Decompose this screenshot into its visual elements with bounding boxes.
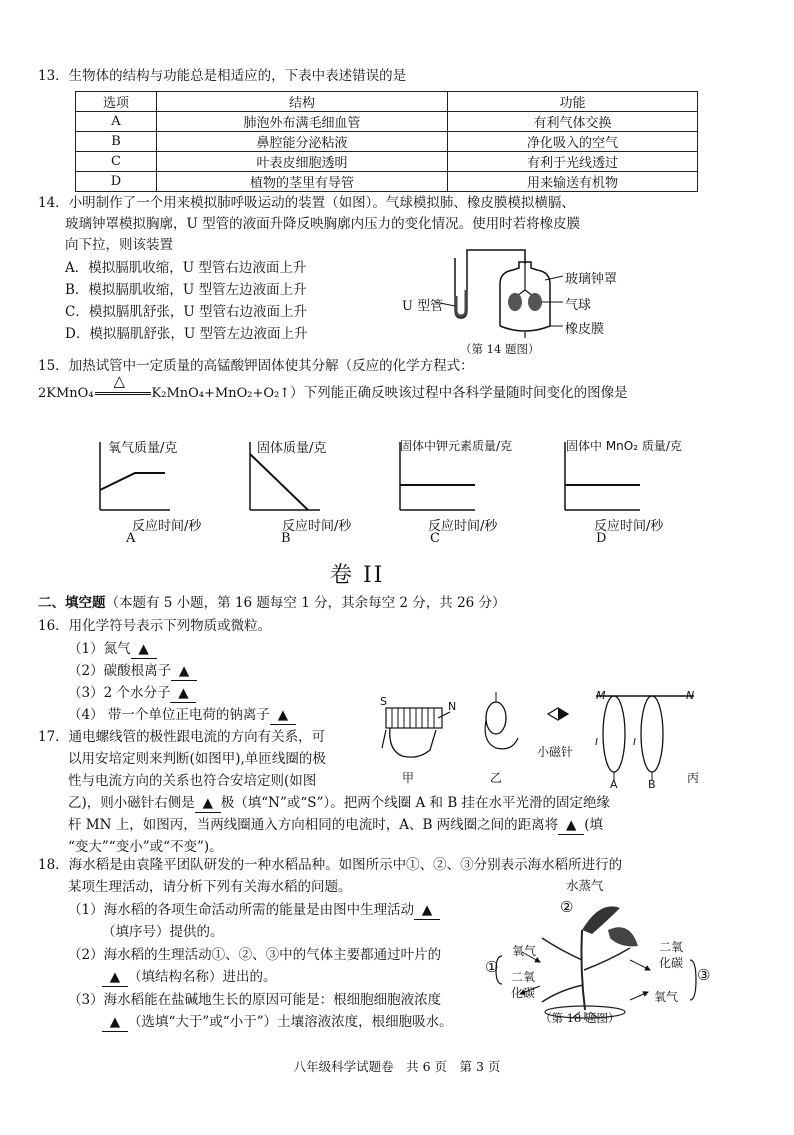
graph-b-curve <box>250 454 308 510</box>
graph-d-option: D <box>596 531 607 546</box>
answer-blank[interactable]: ▲ <box>270 706 296 725</box>
process-1-label: ① <box>485 958 499 976</box>
q18-sub3a: （3）海水稻能在盐碱地生长的原因可能是：根细胞细胞液浓度 <box>68 992 442 1008</box>
needle-label: 小磁针 <box>537 745 574 759</box>
q14-option-c: C．模拟膈肌舒张，U 型管右边液面上升 <box>65 304 307 320</box>
q18-sub2a: （2）海水稻的生理活动①、②、③中的气体主要都通过叶片的 <box>68 947 442 963</box>
q17-figure <box>378 690 698 782</box>
membrane-label: 橡皮膜 <box>565 322 605 337</box>
graph-b-option: B <box>281 531 291 546</box>
co2-right-label2: 化碳 <box>659 956 684 970</box>
q18-sub3b: ▲ （选填“大于”或“小于”）土壤溶液浓度，根细胞吸水。 <box>102 1013 453 1032</box>
solenoid-figure <box>382 708 450 757</box>
q15-stem: 15．加热试管中一定质量的高锰酸钾固体使其分解（反应的化学方程式： <box>38 358 474 374</box>
section-header-rest: （本题有 5 小题，第 16 题每空 1 分，其余每空 2 分，共 26 分） <box>105 595 506 611</box>
q18-sub1b: （填序号）提供的。 <box>102 924 224 940</box>
lung-model-figure <box>395 240 655 344</box>
graph-a-ylabel: 氧气质量/克 <box>108 441 178 456</box>
table-cell: 植物的茎里有导管 <box>157 172 448 192</box>
q14-option-a: A．模拟膈肌收缩，U 型管右边液面上升 <box>65 260 307 276</box>
graph-a-curve <box>100 473 165 490</box>
eq-arrow <box>94 372 152 401</box>
fig-yi-label: 乙 <box>490 771 503 785</box>
two-coils-figure <box>596 696 694 780</box>
u-tube-label: U 型管 <box>402 299 444 314</box>
q17-line6: “变大”“变小”或“不变”)。 <box>68 839 223 855</box>
hand-icon <box>390 728 436 757</box>
q18-sub1a: （1）海水稻的各项生命活动所需的能量是由图中生理活动 ▲ <box>68 901 440 920</box>
table-header: 结构 <box>157 92 448 112</box>
q17-line3: 性与电流方向的关系也符合安培定则(如图 <box>68 773 317 789</box>
graph-c-ylabel: 固体中钾元素质量/克 <box>400 439 513 453</box>
coil-a-label: A <box>610 778 618 791</box>
page-footer: 八年级科学试题卷 共 6 页 第 3 页 <box>293 1059 501 1074</box>
coil-b-label: B <box>648 778 656 791</box>
table-row <box>76 132 698 152</box>
table-header: 功能 <box>448 92 698 112</box>
q14-option-b: B．模拟膈肌收缩，U 型管左边液面上升 <box>65 282 307 298</box>
q14-stem-line2: 玻璃钟罩模拟胸廓，U 型管的液面升降反映胸廓内压力的变化情况。使用时若将橡皮膜 <box>65 216 581 232</box>
eq-left: 2KMnO₄ <box>38 386 94 401</box>
bell-jar-label: 玻璃钟罩 <box>565 272 618 287</box>
answer-blank[interactable]: ▲ <box>102 1013 128 1032</box>
co2-right-label1: 二氧 <box>659 940 684 954</box>
q17-line2: 以用安培定则来判断(如图甲),单匝线圈的极 <box>68 751 326 767</box>
answer-blank[interactable]: ▲ <box>102 968 128 987</box>
oxygen-right-label: 氧气 <box>654 990 679 1004</box>
table-row <box>76 172 698 192</box>
eq-tail: ）下列能正确反映该过程中各科学量随时间变化的图像是 <box>290 385 628 401</box>
q14-stem-line3: 向下拉，则该装置 <box>65 237 173 253</box>
table-cell: 有利气体交换 <box>448 112 698 132</box>
graph-d-ylabel: 固体中 MnO₂ 质量/克 <box>566 439 682 453</box>
graph-d-xlabel: 反应时间/秒 <box>594 519 664 534</box>
membrane-icon <box>500 326 550 331</box>
answer-blank[interactable]: ▲ <box>195 794 221 813</box>
q17-line5: 杆 MN 上，如图丙，当两线圈通入方向相同的电流时，A、B 两线圈之间的距离将 ▲ (填 <box>68 817 603 833</box>
oxygen-left-label: 氧气 <box>512 944 537 958</box>
table-cell: B <box>76 132 157 152</box>
table-cell: D <box>76 172 157 192</box>
q14-stem-line1: 14．小明制作了一个用来模拟肺呼吸运动的装置（如图）。气球模拟肺、橡皮膜模拟横膈、 <box>38 195 575 211</box>
fig14-caption: （第 14 题图） <box>460 342 540 356</box>
q17-line4: 乙)，则小磁针右侧是 ▲ 极（填“N”或“S”）。把两个线圈 A 和 B 挂在水平光滑的固定绝缘 <box>68 795 611 811</box>
q16-item-2: （2）碳酸根离子 ▲ <box>68 662 197 681</box>
graph-a-option: A <box>126 531 136 546</box>
section-header <box>38 594 506 612</box>
graph-b-xlabel: 反应时间/秒 <box>282 519 352 534</box>
table-cell: 肺泡外布满毛细血管 <box>157 112 448 132</box>
co2-left-label2: 化碳 <box>511 986 536 1000</box>
table-header-row <box>76 92 698 112</box>
fig-jia-label: 甲 <box>402 771 415 785</box>
q16-item-1: （1）氮气 ▲ <box>68 640 157 659</box>
section-header-label: 二、填空题 <box>38 595 106 611</box>
co2-left-label1: 二氧 <box>511 970 536 984</box>
current-label: I <box>633 737 636 748</box>
q18-sub2b: ▲ （填结构名称）进出的。 <box>102 968 277 987</box>
graph-c-xlabel: 反应时间/秒 <box>428 519 498 534</box>
answer-blank[interactable]: ▲ <box>171 662 197 681</box>
rod-n-label: N <box>686 689 695 702</box>
q15-equation <box>38 372 628 401</box>
hand-icon <box>485 720 518 749</box>
balloon-label: 气球 <box>565 298 592 313</box>
q14-option-d: D．模拟膈肌舒张，U 型管左边液面上升 <box>65 326 308 342</box>
process-2-label: ② <box>560 898 574 916</box>
current-label: I <box>595 737 598 748</box>
table-cell: 净化吸入的空气 <box>448 132 698 152</box>
process-3-label: ③ <box>697 966 711 984</box>
water-vapor-label: 水蒸气 <box>566 878 604 893</box>
q17-line1: 17．通电螺线管的极性跟电流的方向有关系，可 <box>38 729 326 745</box>
eq-right: K₂MnO₄+MnO₂+O₂↑ <box>151 386 291 401</box>
solenoid-s-label: S <box>380 695 387 708</box>
q16-item-3: （3）2 个水分子 ▲ <box>68 684 196 703</box>
graph-b-ylabel: 固体质量/克 <box>257 441 327 456</box>
graph-a-xlabel: 反应时间/秒 <box>132 519 202 534</box>
table-cell: A <box>76 112 157 132</box>
answer-blank[interactable]: ▲ <box>131 640 157 659</box>
q18-line2: 某项生理活动，请分析下列有关海水稻的问题。 <box>68 879 352 895</box>
table-row <box>76 112 698 132</box>
answer-blank[interactable]: ▲ <box>414 901 440 920</box>
q16-stem: 16．用化学符号表示下列物质或微粒。 <box>38 618 272 634</box>
q13-stem: 13．生物体的结构与功能总是相适应的，下表中表述错误的是 <box>38 68 407 84</box>
q13-table <box>75 91 698 192</box>
heat-icon: △ <box>113 372 126 390</box>
table-cell: C <box>76 152 157 172</box>
loop-figure <box>485 692 518 749</box>
q18-line1: 18．海水稻是由袁隆平团队研发的一种水稻品种。如图所示中①、②、③分别表示海水稻所进行的 <box>38 857 623 873</box>
fig18-caption: （第 18 题图） <box>540 1011 620 1025</box>
section-title: 卷 II <box>330 563 385 588</box>
table-cell: 鼻腔能分泌粘液 <box>157 132 448 152</box>
table-cell: 叶表皮细胞透明 <box>157 152 448 172</box>
table-row <box>76 152 698 172</box>
q16-item-4: （4） 带一个单位正电荷的钠离子 ▲ <box>68 706 296 725</box>
table-cell: 有利于光线透过 <box>448 152 698 172</box>
answer-blank[interactable]: ▲ <box>558 816 584 835</box>
table-header: 选项 <box>76 92 157 112</box>
balloon-icon <box>508 293 522 311</box>
answer-blank[interactable]: ▲ <box>170 684 196 703</box>
table-cell: 用来输送有机物 <box>448 172 698 192</box>
solenoid-n-label: N <box>448 700 457 713</box>
rod-m-label: M <box>596 689 606 702</box>
fig-bing-label: 丙 <box>687 771 700 785</box>
graph-c-option: C <box>430 531 440 546</box>
